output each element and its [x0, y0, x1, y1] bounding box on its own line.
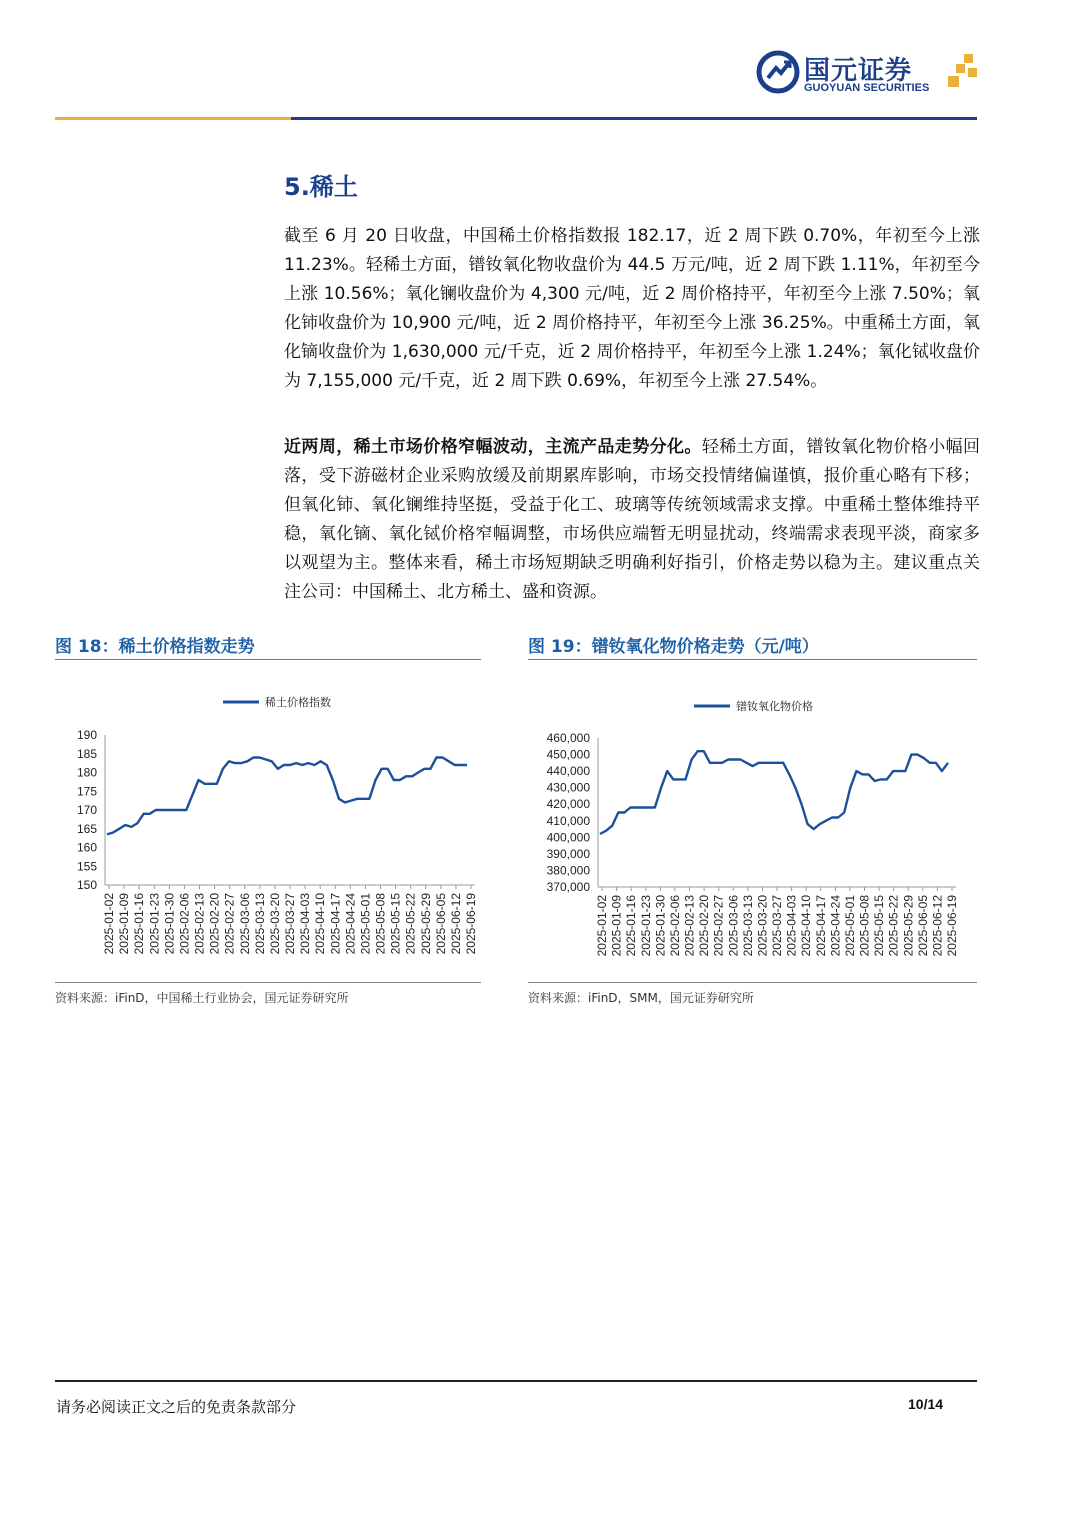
- figure-18-rule: [55, 659, 481, 660]
- x-tick-label: 2025-05-29: [418, 893, 433, 955]
- y-tick-label: 175: [76, 784, 97, 799]
- x-tick-label: 2025-01-02: [595, 895, 609, 957]
- figure-19-source: 资料来源：iFinD，SMM，国元证券研究所: [528, 991, 754, 1005]
- y-tick-label: 160: [76, 840, 97, 855]
- y-tick-label: 180: [76, 765, 97, 780]
- x-tick-label: 2025-03-27: [770, 895, 784, 957]
- x-tick-label: 2025-05-22: [886, 895, 901, 957]
- y-tick-label: 410,000: [546, 813, 590, 828]
- figure-19-source-rule: [528, 982, 977, 983]
- footer-rule: [55, 1380, 977, 1382]
- y-tick-label: 155: [76, 859, 97, 874]
- x-tick-label: 2025-01-30: [653, 895, 668, 957]
- x-tick-label: 2025-02-13: [192, 893, 207, 955]
- x-tick-label: 2025-06-12: [930, 895, 945, 957]
- x-tick-label: 2025-02-27: [711, 895, 726, 957]
- x-tick-label: 2025-04-24: [343, 893, 358, 955]
- logo-emblem-icon: [756, 50, 800, 94]
- header-rule-gold: [55, 117, 291, 120]
- x-tick-label: 2025-02-20: [207, 893, 222, 955]
- x-tick-label: 2025-04-17: [813, 895, 828, 957]
- x-tick-label: 2025-05-22: [403, 893, 418, 955]
- y-tick-label: 450,000: [546, 747, 590, 762]
- x-tick-label: 2025-03-20: [755, 895, 770, 957]
- x-tick-label: 2025-03-06: [726, 895, 741, 957]
- y-tick-label: 170: [76, 803, 97, 817]
- x-tick-label: 2025-01-23: [147, 893, 162, 955]
- x-tick-label: 2025-03-27: [283, 893, 297, 955]
- x-tick-label: 2025-01-09: [609, 895, 624, 957]
- x-tick-label: 2025-04-03: [298, 893, 313, 955]
- y-tick-label: 380,000: [546, 863, 590, 878]
- figure-19-rule: [528, 659, 977, 660]
- figure-18-source-rule: [55, 982, 481, 983]
- paragraph-price-summary: 截至 6 月 20 日收盘，中国稀土价格指数报 182.17，近 2 周下跌 0.70%，年初至今上涨 11.23%。轻稀土方面，镨钕氧化物收盘价为 44.5 万元/吨，近 2 周下跌 1.11%，年初至今上涨 10.56%；氧化镧收盘价为 4,300 元/吨，近 2 周价格持平，年初至今上涨 7.50%；氧化铈收盘价为 10,900 元/吨，近 2 周价格持平，年初至今上涨 36.25%。中重稀土方面，氧化镝收盘价为 1,630,000 元/千克，近 2 周价格持平，年初至今上涨 1.24%；氧化铽收盘价为 7,155,000 元/千克，近 2 周下跌 0.69%，年初至今上涨 27.54%。: [284, 226, 980, 391]
- x-tick-label: 2025-01-02: [102, 893, 116, 955]
- y-tick-label: 390,000: [546, 846, 590, 861]
- y-tick-label: 165: [76, 821, 97, 836]
- y-tick-label: 370,000: [546, 880, 590, 894]
- x-tick-label: 2025-06-05: [433, 893, 448, 955]
- x-tick-label: 2025-04-03: [784, 895, 799, 957]
- y-tick-label: 440,000: [546, 764, 590, 779]
- x-tick-label: 2025-05-08: [373, 893, 388, 955]
- x-tick-label: 2025-06-12: [448, 893, 463, 955]
- section-title: 5.稀土: [284, 173, 358, 201]
- logo-chinese-name: 国元证券: [804, 56, 913, 86]
- x-tick-label: 2025-04-17: [328, 893, 343, 955]
- logo-english-name: GUOYUAN SECURITIES: [804, 82, 930, 94]
- x-tick-label: 2025-01-30: [162, 893, 177, 955]
- series-line: [107, 758, 467, 835]
- legend-label: 镨钕氧化物价格: [736, 700, 813, 713]
- y-tick-label: 400,000: [546, 830, 590, 845]
- x-tick-label: 2025-01-23: [638, 895, 653, 957]
- y-tick-label: 460,000: [546, 731, 590, 745]
- figure-18-title: 图 18：稀土价格指数走势: [55, 637, 255, 657]
- y-tick-label: 150: [76, 878, 97, 892]
- figure-18-chart: [55, 680, 483, 976]
- y-tick-label: 430,000: [546, 780, 590, 795]
- x-tick-label: 2025-03-13: [740, 895, 755, 957]
- x-tick-label: 2025-06-19: [464, 893, 478, 955]
- figure-19-chart: [528, 680, 978, 976]
- legend-label: 稀土价格指数: [265, 696, 331, 709]
- x-tick-label: 2025-05-29: [901, 895, 916, 957]
- logo-squares-icon: [946, 54, 978, 94]
- y-tick-label: 190: [76, 728, 97, 742]
- series-line: [600, 751, 948, 834]
- paragraph-market-commentary: [284, 433, 980, 607]
- x-tick-label: 2025-03-06: [237, 893, 252, 955]
- company-logo: [756, 48, 980, 100]
- page-number: 10/14: [908, 1396, 944, 1412]
- x-tick-label: 2025-03-20: [267, 893, 282, 955]
- y-tick-label: 420,000: [546, 797, 590, 812]
- x-tick-label: 2025-05-15: [872, 895, 887, 957]
- x-tick-label: 2025-04-10: [313, 893, 328, 955]
- commentary-lead: 近两周，稀土市场价格窄幅波动，主流产品走势分化。: [284, 437, 702, 457]
- figure-18-source: 资料来源：iFinD，中国稀土行业协会，国元证券研究所: [55, 991, 349, 1005]
- commentary-body: 轻稀土方面，镨钕氧化物价格小幅回落，受下游磁材企业采购放缓及前期累库影响，市场交投情绪偏谨慎，报价重心略有下移；但氧化铈、氧化镧维持坚挺，受益于化工、玻璃等传统领域需求支撑。中重稀土整体维持平稳，氧化镝、氧化铽价格窄幅调整，市场供应端暂无明显扰动，终端需求表现平淡，商家多以观望为主。整体来看，稀土市场短期缺乏明确利好指引，价格走势以稳为主。建议重点关注公司：中国稀土、北方稀土、盛和资源。: [284, 437, 981, 602]
- x-tick-label: 2025-05-15: [388, 893, 403, 955]
- figure-19-title: 图 19：镨钕氧化物价格走势（元/吨）: [528, 637, 819, 657]
- footer-disclaimer: 请务必阅读正文之后的免责条款部分: [56, 1398, 297, 1416]
- x-tick-label: 2025-04-24: [828, 895, 843, 957]
- x-tick-label: 2025-05-01: [358, 893, 373, 955]
- x-tick-label: 2025-05-01: [842, 895, 857, 957]
- y-tick-label: 185: [76, 746, 97, 761]
- header-rule-blue: [291, 117, 977, 120]
- x-tick-label: 2025-03-13: [252, 893, 267, 955]
- x-tick-label: 2025-06-05: [915, 895, 930, 957]
- x-tick-label: 2025-02-06: [177, 893, 192, 955]
- x-tick-label: 2025-02-06: [667, 895, 682, 957]
- x-tick-label: 2025-02-27: [222, 893, 237, 955]
- x-tick-label: 2025-04-10: [799, 895, 814, 957]
- x-tick-label: 2025-02-13: [682, 895, 697, 957]
- x-tick-label: 2025-06-19: [945, 895, 959, 957]
- x-tick-label: 2025-01-16: [132, 893, 147, 955]
- x-tick-label: 2025-01-16: [624, 895, 639, 957]
- x-tick-label: 2025-01-09: [117, 893, 132, 955]
- x-tick-label: 2025-02-20: [697, 895, 712, 957]
- x-tick-label: 2025-05-08: [857, 895, 872, 957]
